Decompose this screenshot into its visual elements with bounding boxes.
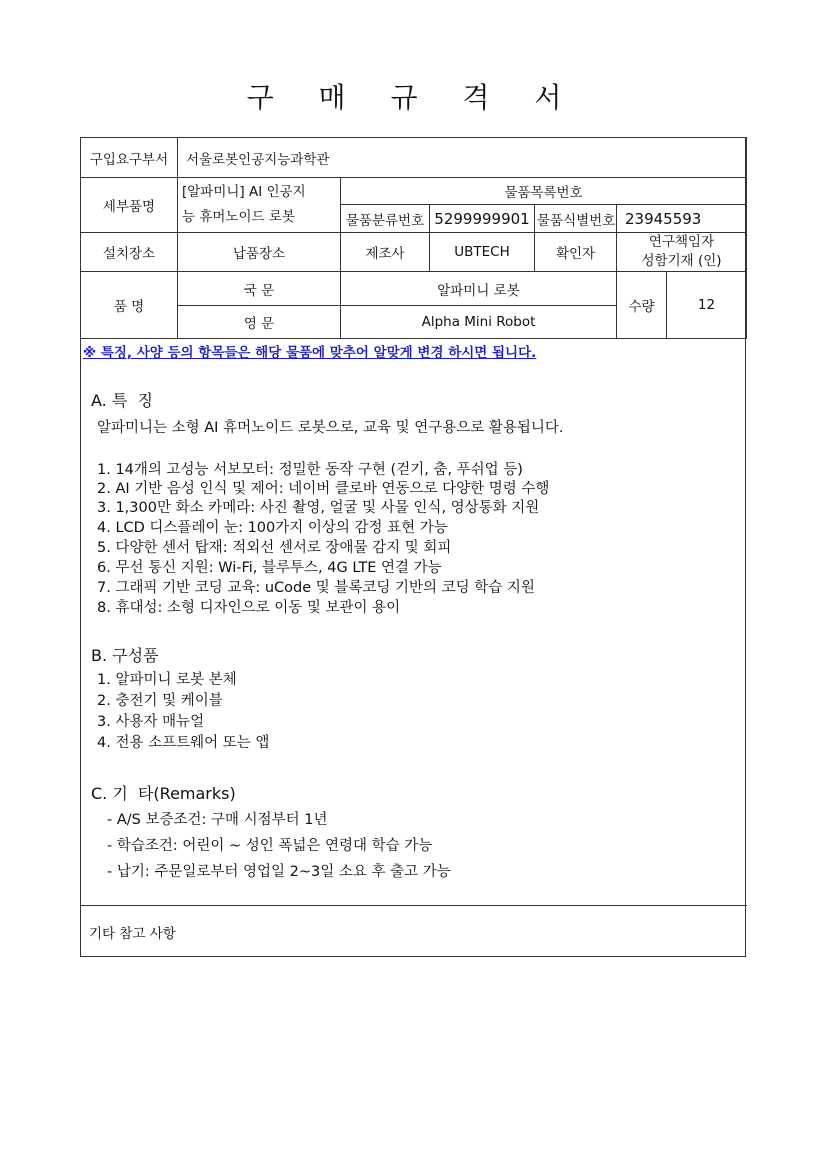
section-c-title: C. 기 타(Remarks) <box>91 784 236 803</box>
notice-text: ※ 특징, 사양 등의 항목들은 해당 물품에 맞추어 알맞게 변경 하시면 됩니다. <box>83 345 537 361</box>
component-item: 4. 전용 소프트웨어 또는 앱 <box>97 735 270 751</box>
remark-item: - 납기: 주문일로부터 영업일 2~3일 소요 후 출고 가능 <box>107 864 451 880</box>
feature-item: 6. 무선 통신 지원: Wi-Fi, 블루투스, 4G LTE 연결 가능 <box>97 560 442 576</box>
catalog-label: 물품목록번호 <box>341 178 747 205</box>
component-item: 1. 알파미니 로봇 본체 <box>97 672 237 688</box>
section-a-intro: 알파미니는 소형 AI 휴머노이드 로봇으로, 교육 및 연구용으로 활용됩니다. <box>97 420 564 436</box>
feature-item: 5. 다양한 센서 탑재: 적외선 센서로 장애물 감지 및 회피 <box>97 540 452 556</box>
item-value-line2: 능 휴머노이드 로봇 <box>182 209 295 225</box>
item-value <box>178 178 341 233</box>
misc-notes <box>81 905 747 942</box>
checker-value-line2: 성함기재 (인) <box>641 253 722 269</box>
dept-value: 서울로봇인공지능과학관 <box>178 138 747 178</box>
document-title: 구 매 규 격 서 <box>246 81 580 114</box>
section-b-title: B. 구성품 <box>91 646 159 665</box>
class-no-value: 5299999901 <box>430 205 535 233</box>
component-item: 2. 충전기 및 케이블 <box>97 693 223 709</box>
misc-label: 기타 참고 사항 <box>89 926 176 942</box>
feature-item: 3. 1,300만 화소 카메라: 사진 촬영, 얼굴 및 사물 인식, 영상통화 지원 <box>97 500 540 516</box>
id-no-label: 물품식별번호 <box>535 205 617 233</box>
location-value: 납품장소 <box>178 233 341 272</box>
id-no-value: 23945593 <box>617 205 747 233</box>
location-label: 설치장소 <box>81 233 178 272</box>
checker-value <box>617 233 747 272</box>
header-table <box>80 137 747 339</box>
dept-label: 구입요구부서 <box>81 138 178 178</box>
item-label: 세부품명 <box>81 178 178 233</box>
checker-label: 확인자 <box>535 233 617 272</box>
maker-value: UBTECH <box>430 233 535 272</box>
component-item: 3. 사용자 매뉴얼 <box>97 714 205 730</box>
item-value-line1: [알파미니] AI 인공지 <box>182 184 306 200</box>
feature-item: 8. 휴대성: 소형 디자인으로 이동 및 보관이 용이 <box>97 600 401 616</box>
name-label: 품 명 <box>81 272 178 339</box>
checker-value-line1: 연구책임자 <box>648 234 715 250</box>
feature-item: 1. 14개의 고성능 서보모터: 정밀한 동작 구현 (걷기, 춤, 푸쉬업 등) <box>97 462 523 478</box>
section-a-title: A. 특 징 <box>91 391 153 410</box>
eng-label: 영 문 <box>178 306 341 339</box>
kor-value: 알파미니 로봇 <box>341 272 617 306</box>
eng-value: Alpha Mini Robot <box>341 306 617 339</box>
remark-item: - A/S 보증조건: 구매 시점부터 1년 <box>107 812 328 828</box>
feature-item: 7. 그래픽 기반 코딩 교육: uCode 및 블록코딩 기반의 코딩 학습 지원 <box>97 580 535 596</box>
maker-label: 제조사 <box>341 233 430 272</box>
qty-label: 수량 <box>617 272 667 339</box>
feature-item: 2. AI 기반 음성 인식 및 제어: 네이버 클로바 연동으로 다양한 명령 수행 <box>97 481 550 497</box>
feature-item: 4. LCD 디스플레이 눈: 100가지 이상의 감정 표현 가능 <box>97 520 448 536</box>
class-no-label: 물품분류번호 <box>341 205 430 233</box>
spec-form <box>80 137 746 957</box>
qty-value: 12 <box>667 272 747 339</box>
kor-label: 국 문 <box>178 272 341 306</box>
remark-item: - 학습조건: 어린이 ~ 성인 폭넓은 연령대 학습 가능 <box>107 838 433 854</box>
